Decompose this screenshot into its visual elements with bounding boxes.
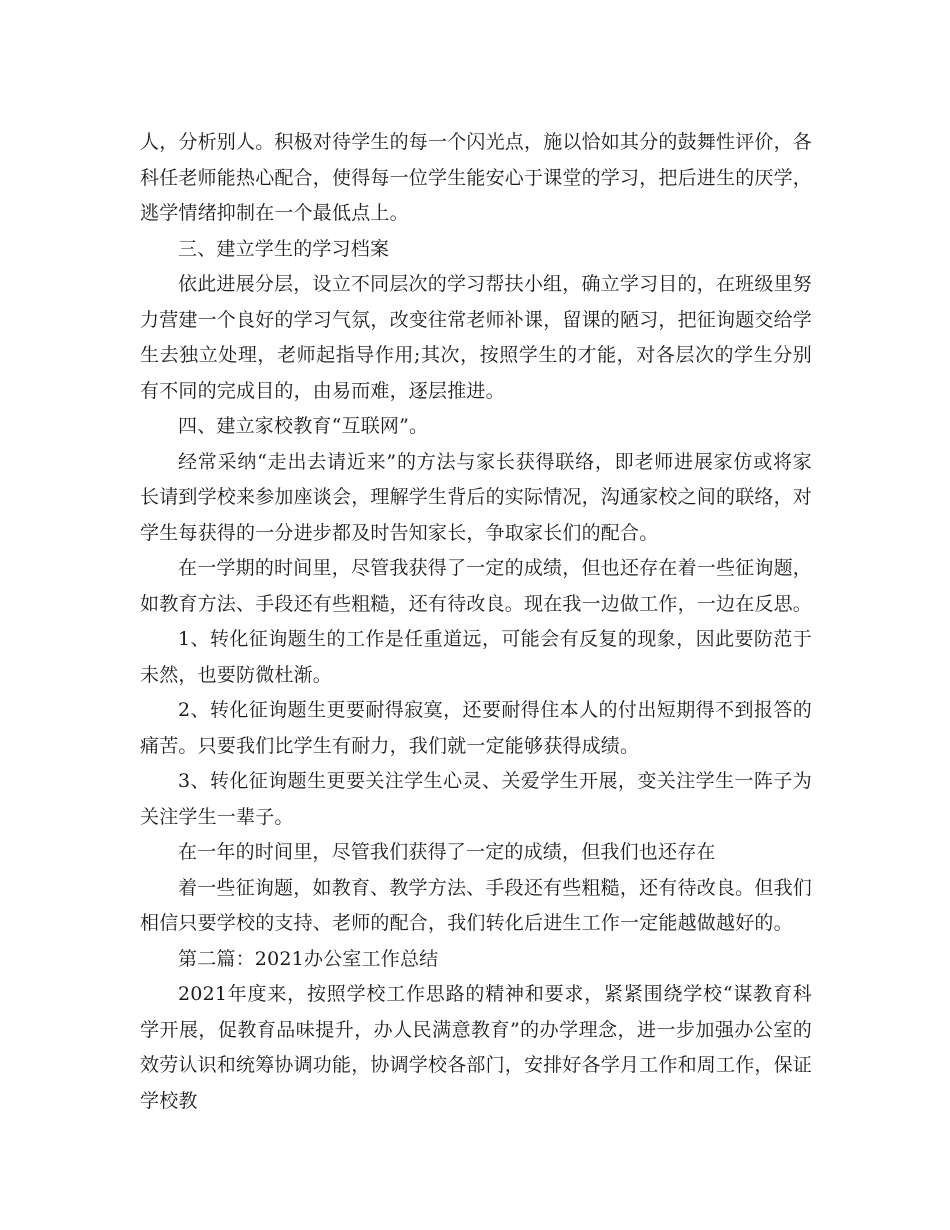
paragraph-year-summary-continued: 着一些征询题，如教育、教学方法、手段还有些粗糙，还有待改良。但我们相信只要学校的支持、老师的配合，我们转化后进生工作一定能越做越好的。 [140, 876, 812, 934]
section-title-part-two: 第二篇：2021办公室工作总结 [178, 947, 439, 970]
document-body [140, 125, 812, 1119]
paragraph-parent-contact: 经常采纳“走出去请近来”的方法与家长获得联络，即老师进展家仿或将家长请到学校来参加座谈会，理解学生背后的实际情况，沟通家校之间的联络，对学生每获得的一分进步都及时告知家长，争取家长们的配合。 [140, 450, 813, 544]
section-heading-home-school-network: 四、建立家校教育“互联网”。 [178, 415, 429, 437]
list-item-1: 1、转化征询题生的工作是任重道远，可能会有反复的现象，因此要防范于未然，也要防微杜渐。 [140, 628, 812, 686]
paragraph-year-summary: 在一年的时间里，尽管我们获得了一定的成绩，但我们也还存在 [178, 841, 716, 863]
paragraph-continuation: 人，分析别人。积极对待学生的每一个闪光点，施以恰如其分的鼓舞性评价，各科任老师能热心配合，使得每一位学生能安心于课堂的学习，把后进生的厌学，逃学情绪抑制在一个最低点上。 [140, 131, 813, 224]
paragraph-semester-reflection: 在一学期的时间里，尽管我获得了一定的成绩，但也还存在着一些征询题，如教育方法、手段还有些粗糙，还有待改良。现在我一边做工作，一边在反思。 [140, 557, 813, 615]
list-item-2: 2、转化征询题生更要耐得寂寞，还要耐得住本人的付出短期得不到报答的痛苦。只要我们比学生有耐力，我们就一定能够获得成绩。 [140, 699, 812, 757]
list-item-3: 3、转化征询题生更要关注学生心灵、关爱学生开展，变关注学生一阵子为关注学生一辈子。 [140, 770, 812, 828]
paragraph-office-work: 2021年度来，按照学校工作思路的精神和要求，紧紧围绕学校“谋教育科学开展，促教育品味提升，办人民满意教育”的办学理念，进一步加强办公室的效劳认识和统筹协调功能，协调学校各部门，安排好各学月工作和周工作，保证学校教 [140, 983, 813, 1112]
section-heading-student-archive: 三、建立学生的学习档案 [178, 237, 390, 260]
paragraph-layered-groups: 依此进展分层，设立不同层次的学习帮扶小组，确立学习目的，在班级里努力营建一个良好的学习气氛，改变往常老师补课，留课的陋习，把征询题交给学生去独立处理，老师起指导作用;其次，按照学生的才能，对各层次的学生分别有不同的完成目的，由易而难，逐层推进。 [140, 273, 813, 402]
